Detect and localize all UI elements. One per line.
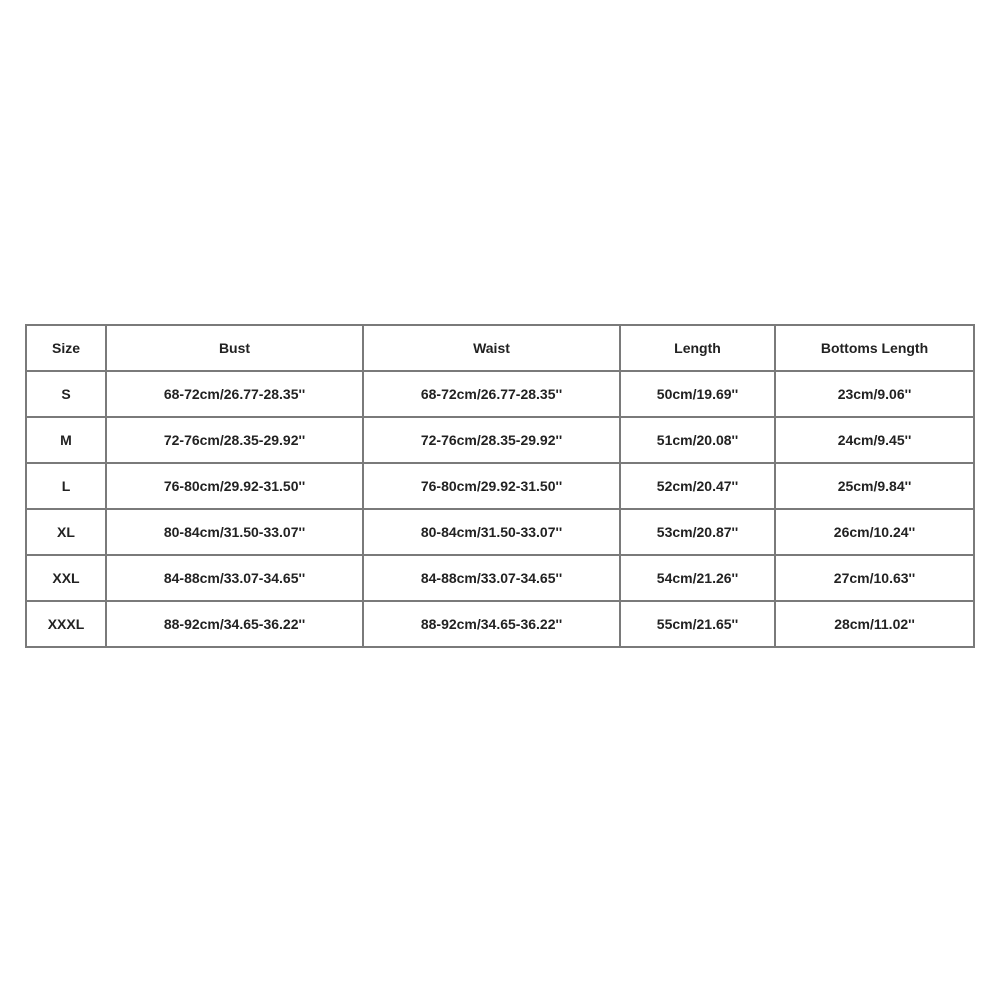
table-row	[26, 371, 974, 417]
cell-bottoms-length: 24cm/9.45''	[775, 417, 974, 463]
table-header-row	[26, 325, 974, 371]
cell-size: S	[26, 371, 106, 417]
cell-bust: 88-92cm/34.65-36.22''	[106, 601, 363, 647]
cell-size: XXL	[26, 555, 106, 601]
cell-waist: 80-84cm/31.50-33.07''	[363, 509, 620, 555]
cell-bust: 84-88cm/33.07-34.65''	[106, 555, 363, 601]
header-bottoms-length: Bottoms Length	[775, 325, 974, 371]
cell-waist: 72-76cm/28.35-29.92''	[363, 417, 620, 463]
cell-size: XXXL	[26, 601, 106, 647]
cell-bottoms-length: 26cm/10.24''	[775, 509, 974, 555]
cell-bust: 76-80cm/29.92-31.50''	[106, 463, 363, 509]
cell-bust: 72-76cm/28.35-29.92''	[106, 417, 363, 463]
cell-bottoms-length: 27cm/10.63''	[775, 555, 974, 601]
cell-size: M	[26, 417, 106, 463]
cell-bottoms-length: 28cm/11.02''	[775, 601, 974, 647]
header-length: Length	[620, 325, 775, 371]
header-bust: Bust	[106, 325, 363, 371]
cell-length: 52cm/20.47''	[620, 463, 775, 509]
cell-waist: 68-72cm/26.77-28.35''	[363, 371, 620, 417]
size-chart-table	[25, 324, 975, 648]
cell-bust: 80-84cm/31.50-33.07''	[106, 509, 363, 555]
cell-length: 51cm/20.08''	[620, 417, 775, 463]
table-row	[26, 417, 974, 463]
header-waist: Waist	[363, 325, 620, 371]
header-size: Size	[26, 325, 106, 371]
cell-waist: 84-88cm/33.07-34.65''	[363, 555, 620, 601]
table-row	[26, 601, 974, 647]
cell-size: L	[26, 463, 106, 509]
table-row	[26, 463, 974, 509]
cell-length: 53cm/20.87''	[620, 509, 775, 555]
cell-bottoms-length: 25cm/9.84''	[775, 463, 974, 509]
cell-length: 54cm/21.26''	[620, 555, 775, 601]
cell-size: XL	[26, 509, 106, 555]
cell-waist: 88-92cm/34.65-36.22''	[363, 601, 620, 647]
table-row	[26, 555, 974, 601]
cell-bust: 68-72cm/26.77-28.35''	[106, 371, 363, 417]
cell-waist: 76-80cm/29.92-31.50''	[363, 463, 620, 509]
cell-length: 55cm/21.65''	[620, 601, 775, 647]
cell-length: 50cm/19.69''	[620, 371, 775, 417]
table-row	[26, 509, 974, 555]
cell-bottoms-length: 23cm/9.06''	[775, 371, 974, 417]
